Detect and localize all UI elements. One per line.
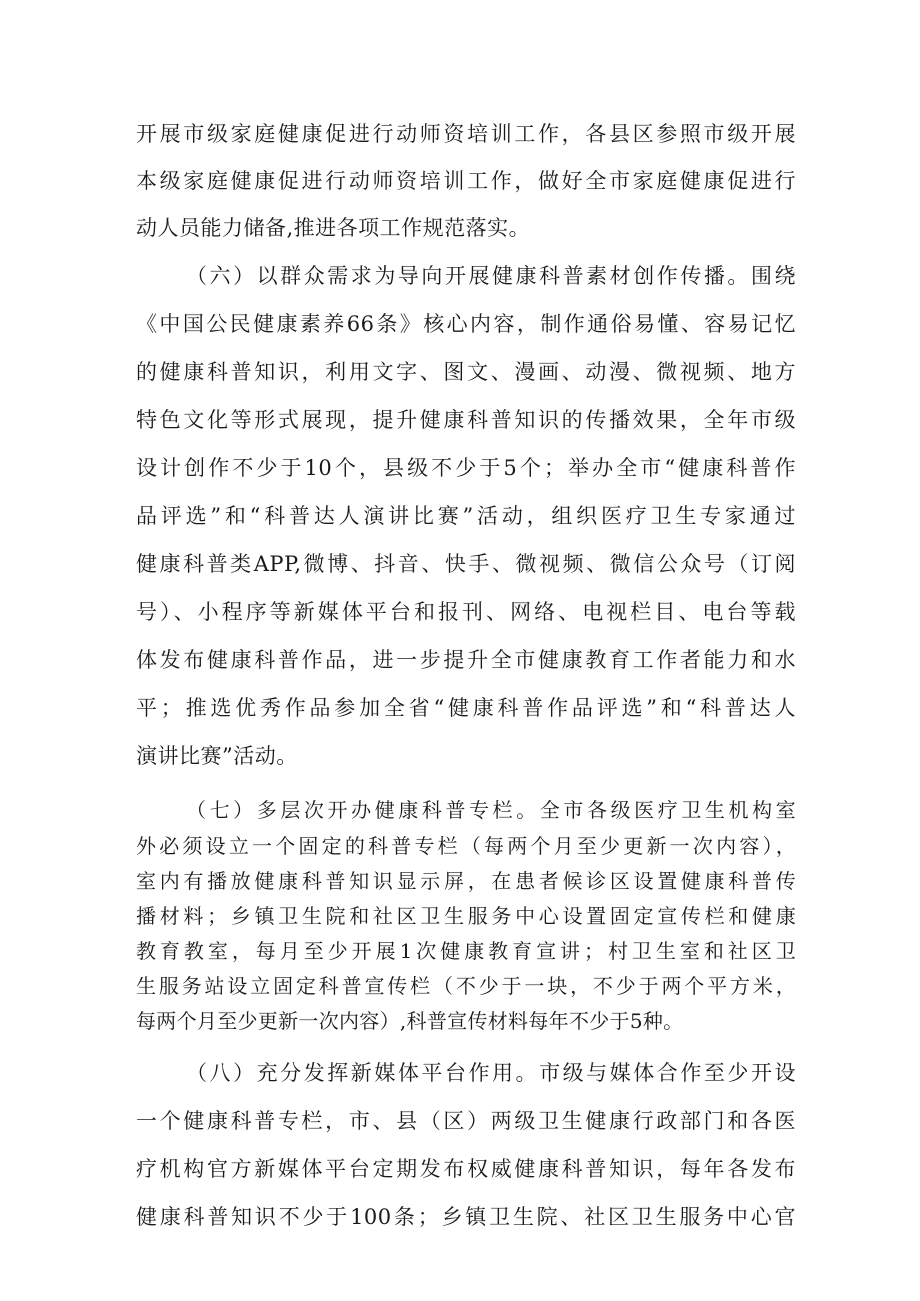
- text-line: 开展市级家庭健康促进行动师资培训工作，各县区参照市级开展: [136, 122, 796, 146]
- paragraph-heading-6: （六）以群众需求为导向开展健康科普素材创作传播。围绕: [186, 264, 796, 288]
- text-line: 室内有播放健康科普知识显示屏，在患者候诊区设置健康科普传: [136, 869, 796, 893]
- text-line: 生服务站设立固定科普宣传栏（不少于一块，不少于两个平方米，: [136, 974, 796, 998]
- paragraph-heading-8: （八）充分发挥新媒体平台作用。市级与媒体合作至少开设: [186, 1061, 796, 1085]
- text-line: 外必须设立一个固定的科普专栏（每两个月至少更新一次内容），: [136, 834, 796, 858]
- text-line: 播材料；乡镇卫生院和社区卫生服务中心设置固定宣传栏和健康: [136, 904, 796, 928]
- text-line: 品评选”和“科普达人演讲比赛”活动，组织医疗卫生专家通过: [136, 504, 796, 528]
- text-line: 健康科普类APP,微博、抖音、快手、微视频、微信公众号（订阅: [136, 552, 796, 576]
- text-line: 号）、小程序等新媒体平台和报刊、网络、电视栏目、电台等载: [136, 600, 796, 624]
- text-line: 平；推选优秀作品参加全省“健康科普作品评选”和“科普达人: [136, 696, 796, 720]
- text-line: 一个健康科普专栏，市、县（区）两级卫生健康行政部门和各医: [136, 1109, 796, 1133]
- text-line: 的健康科普知识，利用文字、图文、漫画、动漫、微视频、地方: [136, 360, 796, 384]
- text-line: 演讲比赛”活动。: [136, 744, 298, 768]
- text-line: 动人员能力储备,推进各项工作规范落实。: [136, 216, 531, 240]
- text-line: 特色文化等形式展现，提升健康科普知识的传播效果，全年市级: [136, 408, 796, 432]
- text-line: 设计创作不少于10个，县级不少于5个；举办全市“健康科普作: [136, 456, 796, 480]
- text-line: 本级家庭健康促进行动师资培训工作，做好全市家庭健康促进行: [136, 169, 796, 193]
- text-line: 每两个月至少更新一次内容）,科普宣传材料每年不少于5种。: [136, 1009, 684, 1033]
- text-line: 《中国公民健康素养66条》核心内容，制作通俗易懂、容易记忆: [136, 312, 796, 336]
- text-line: 疗机构官方新媒体平台定期发布权威健康科普知识，每年各发布: [136, 1157, 796, 1181]
- text-line: 体发布健康科普作品，进一步提升全市健康教育工作者能力和水: [136, 648, 796, 672]
- text-line: 健康科普知识不少于100条；乡镇卫生院、社区卫生服务中心官: [136, 1205, 796, 1229]
- text-line: 教育教室，每月至少开展1次健康教育宣讲；村卫生室和社区卫: [136, 939, 796, 963]
- paragraph-heading-7: （七）多层次开办健康科普专栏。全市各级医疗卫生机构室: [186, 798, 796, 822]
